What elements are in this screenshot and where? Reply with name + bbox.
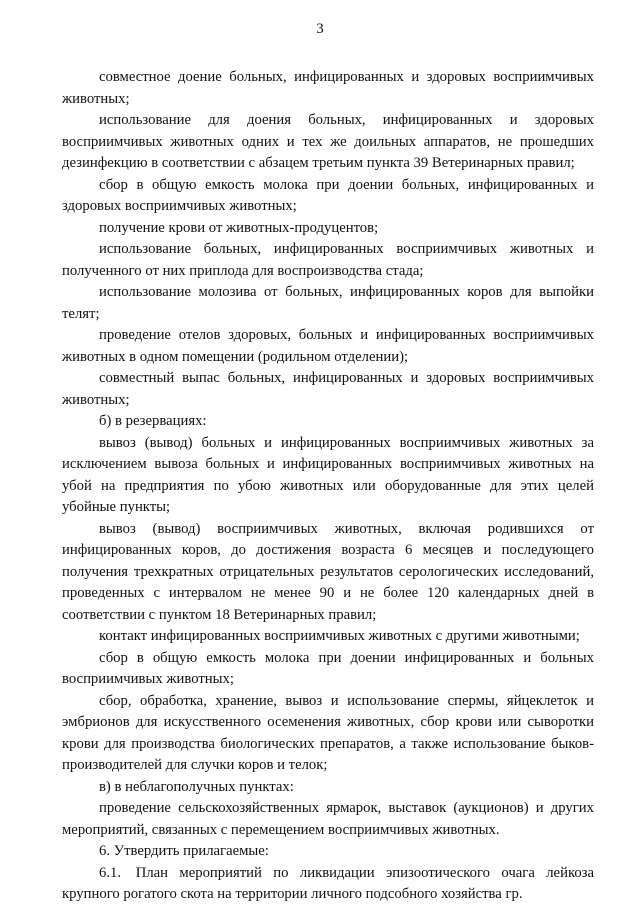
section-heading: 6. Утвердить прилагаемые: <box>99 843 269 859</box>
paragraph: использование молозива от больных, инфицированных коров для выпойки телят; <box>62 284 594 322</box>
paragraph: сбор в общую емкость молока при доении инфицированных и больных восприимчивых животных; <box>62 649 594 687</box>
paragraph: сбор в общую емкость молока при доении больных, инфицированных и здоровых восприимчивых животных; <box>62 176 594 214</box>
page-number: 3 <box>316 21 324 37</box>
paragraph: сбор, обработка, хранение, вывоз и использование спермы, яйцеклеток и эмбрионов для искусственного осеменения животных, сбор крови или сыворотки крови для производства биологических препаратов, а также использование быков-производителей для случки коров и телок; <box>62 692 594 773</box>
paragraph: вывоз (вывод) восприимчивых животных, включая родившихся от инфицированных коров, до достижения возраста 6 месяцев и последующего получения трехкратных отрицательных результатов серологических исследований, проведенных с интервалом не менее 90 и не более 120 календарных дней в соответствии с пунктом 18 Ветеринарных правил; <box>62 520 594 623</box>
paragraph: контакт инфицированных восприимчивых животных с другими животными; <box>99 628 580 644</box>
subsection-heading: б) в резервациях: <box>99 413 207 429</box>
document-body <box>62 67 594 906</box>
paragraph: вывоз (вывод) больных и инфицированных восприимчивых животных за исключением вывоза больных и инфицированных восприимчивых животных на убой на предприятия по убою животных или оборудованные для этих целей убойные пункты; <box>62 434 594 515</box>
paragraph: получение крови от животных-продуцентов; <box>99 219 379 236</box>
paragraph: использование для доения больных, инфицированных и здоровых восприимчивых животных одних и тех же доильных аппаратов, не прошедших дезинфекцию в соответствии с абзацем третьим пункта 39 Ветеринарных правил; <box>62 112 594 171</box>
subsection-heading: в) в неблагополучных пунктах: <box>99 778 294 795</box>
paragraph: 6.1. План мероприятий по ликвидации эпизоотического очага лейкоза крупного рогатого скота на территории личного подсобного хозяйства гр. <box>62 864 594 902</box>
paragraph: совместный выпас больных, инфицированных и здоровых восприимчивых животных; <box>62 370 594 408</box>
paragraph: использование больных, инфицированных восприимчивых животных и полученного от них приплода для воспроизводства стада; <box>62 241 594 279</box>
paragraph: совместное доение больных, инфицированных и здоровых восприимчивых животных; <box>62 69 594 107</box>
paragraph: проведение отелов здоровых, больных и инфицированных восприимчивых животных в одном помещении (родильном отделении); <box>62 327 594 365</box>
paragraph: проведение сельскохозяйственных ярмарок, выставок (аукционов) и других мероприятий, связанных с перемещением восприимчивых животных. <box>62 800 594 838</box>
